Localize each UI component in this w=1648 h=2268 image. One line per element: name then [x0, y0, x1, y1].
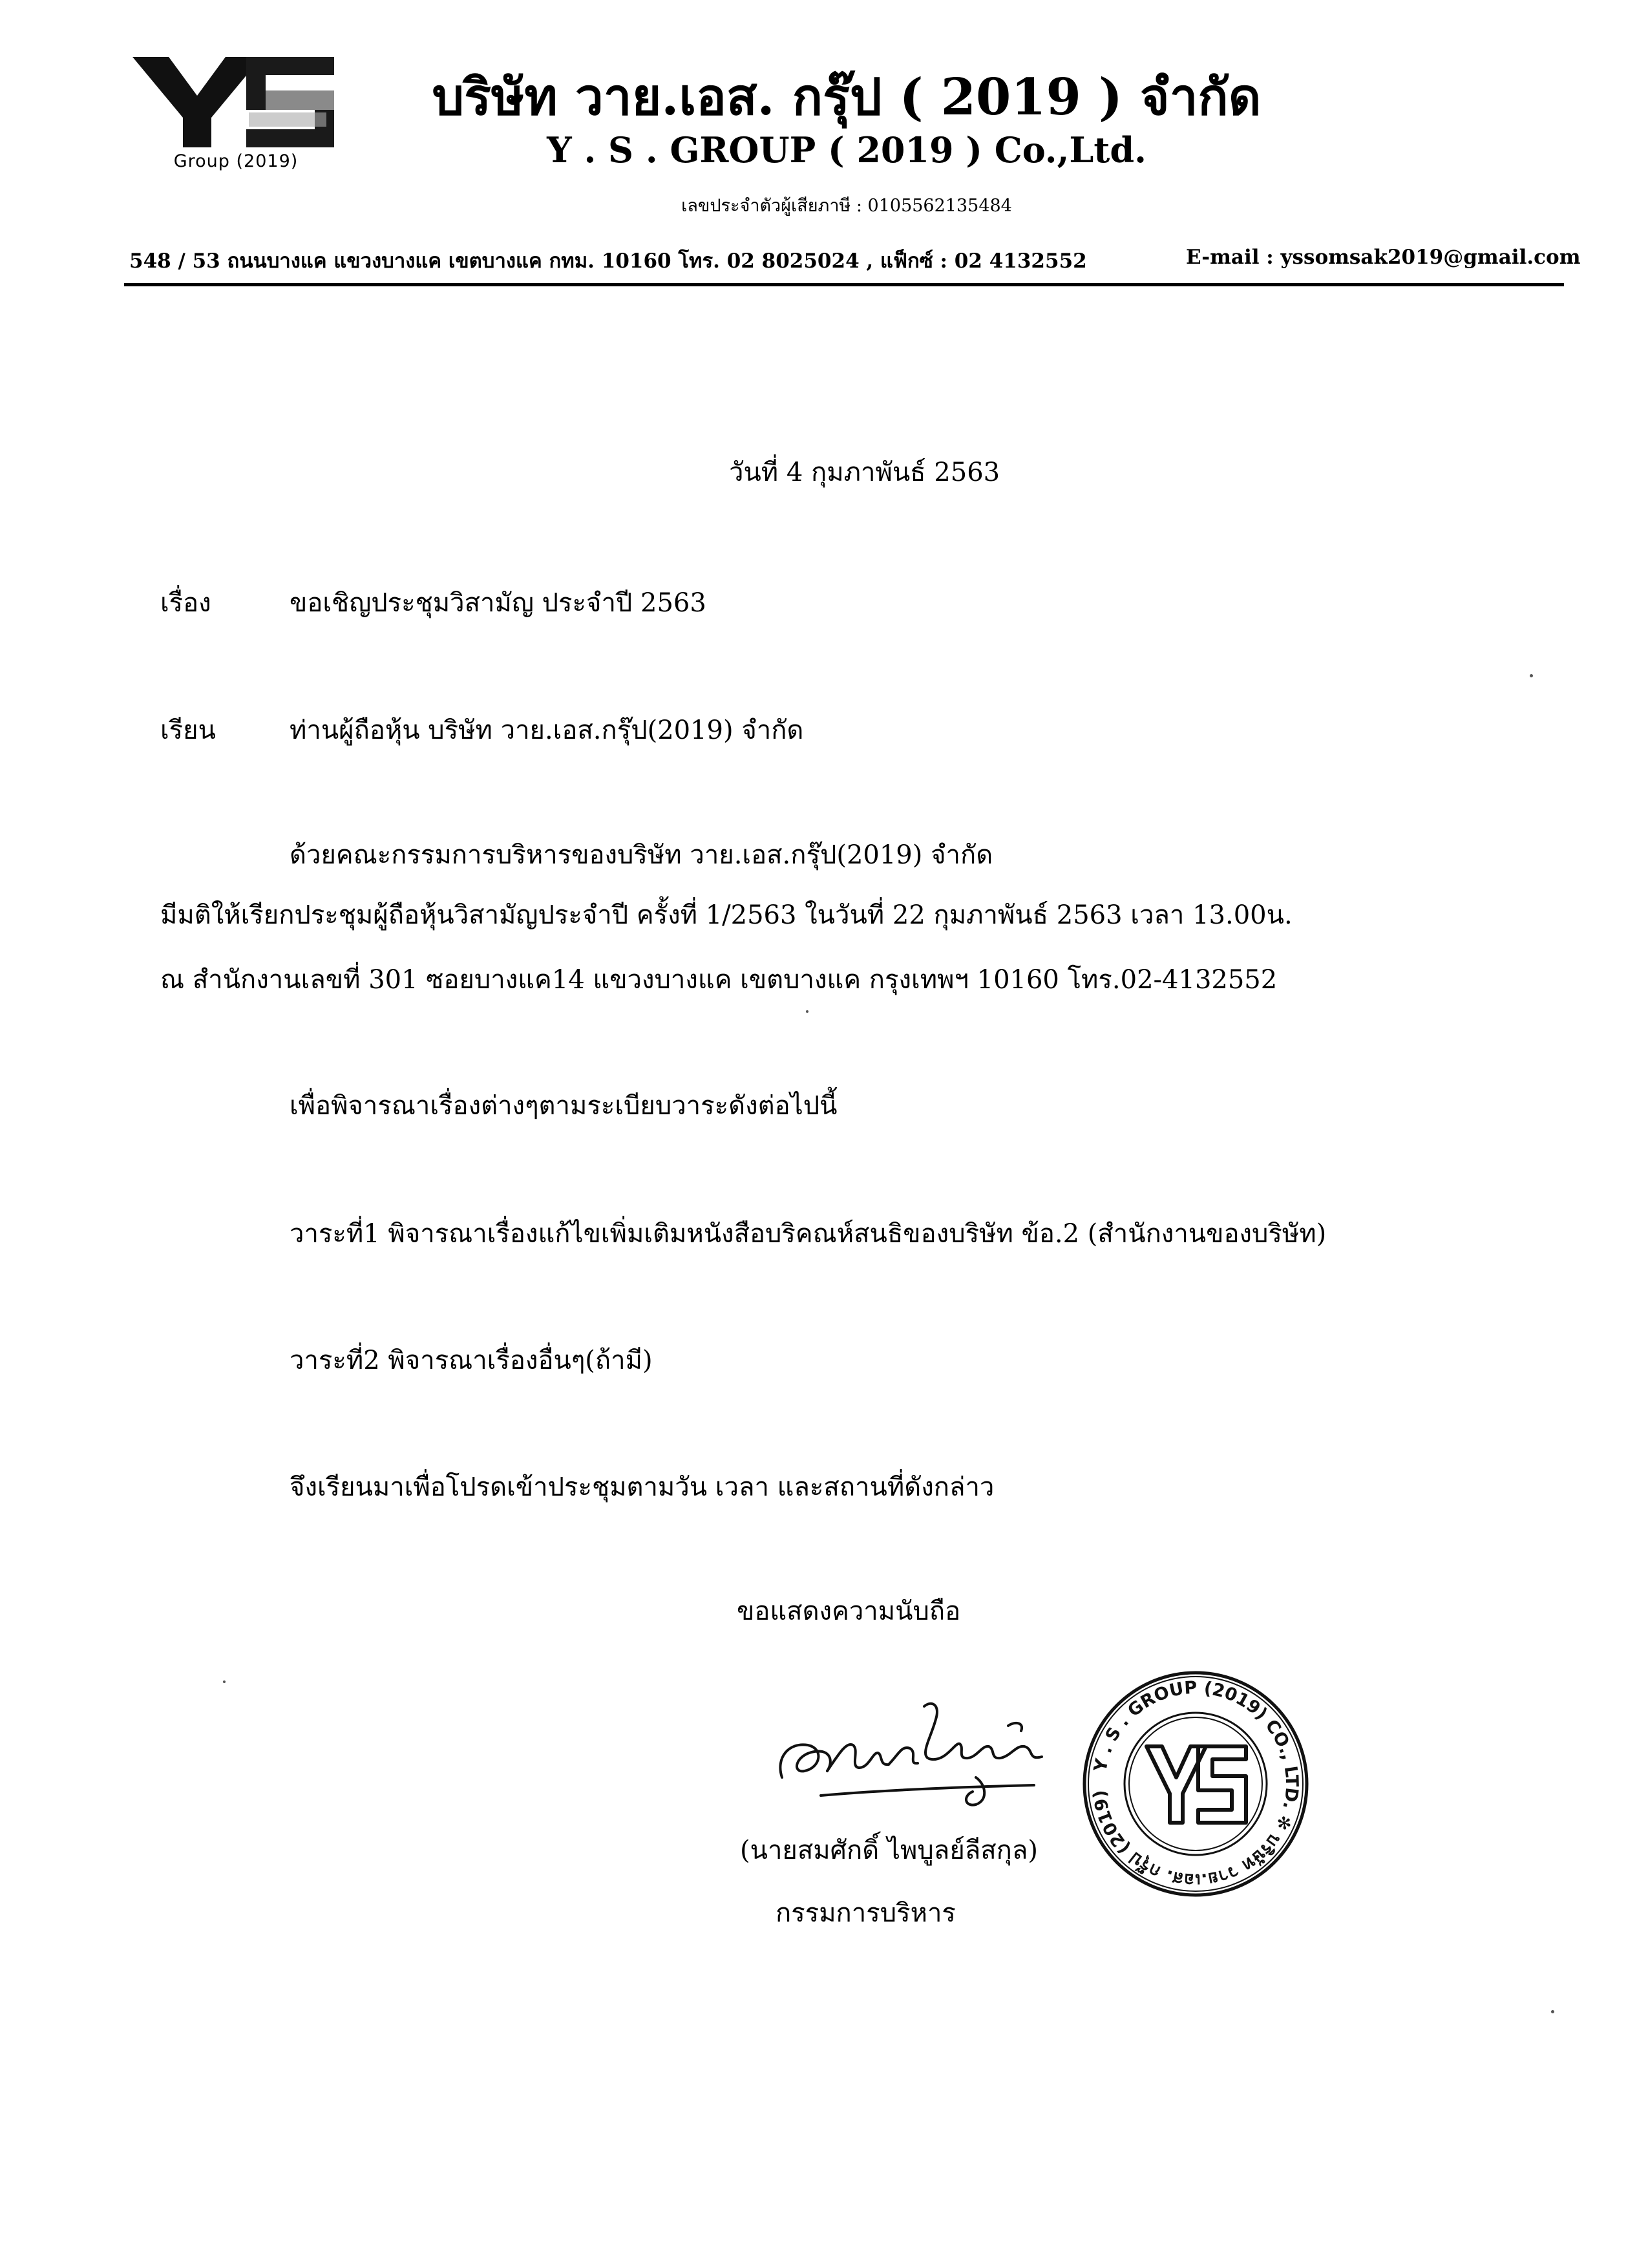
recipient-label: เรียน: [160, 715, 216, 745]
body-paragraph-3: ณ สำนักงานเลขที่ 301 ซอยบางแค14 แขวงบางแค เขตบางแค กรุงเทพฯ 10160 โทร.02-4132552: [160, 965, 1278, 995]
company-email: E-mail : yssomsak2019@gmail.com: [1186, 246, 1581, 269]
logo-caption: Group (2019): [173, 151, 299, 171]
subject-text: ขอเชิญประชุมวิสามัญ ประจำปี 2563: [290, 588, 706, 618]
recipient-text: ท่านผู้ถือหุ้น บริษัท วาย.เอส.กรุ๊ป(2019) จำกัด: [290, 715, 804, 745]
signer-name: (นายสมศักดิ์ ไพบูลย์ลีสกุล): [740, 1836, 1039, 1865]
scan-speck: [223, 1680, 226, 1683]
regards-line: ขอแสดงความนับถือ: [737, 1596, 961, 1626]
scan-speck: [806, 1010, 808, 1013]
handwritten-signature: [763, 1680, 1066, 1810]
company-address: 548 / 53 ถนนบางแค แขวงบางแค เขตบางแค กทม. 10160 โทร. 02 8025024 , แฟ็กซ์ : 02 4132552: [129, 249, 1087, 273]
closing-line: จึงเรียนมาเพื่อโปรดเข้าประชุมตามวัน เวลา และสถานที่ดังกล่าว: [290, 1472, 995, 1502]
letter-date: วันที่ 4 กุมภาพันธ์ 2563: [729, 458, 1000, 487]
ys-logo-mark: [132, 50, 339, 154]
company-name-english: Y . S . GROUP ( 2019 ) Co.,Ltd.: [547, 129, 1146, 171]
scan-speck: [1530, 674, 1533, 677]
scan-speck: [1551, 2010, 1554, 2013]
subject-label: เรื่อง: [160, 588, 211, 618]
agenda-item-1: วาระที่1 พิจารณาเรื่องแก้ไขเพิ่มเติมหนังสือบริคณห์สนธิของบริษัท ข้อ.2 (สำนักงานของบริษัท): [290, 1219, 1327, 1249]
seal-ring-text: Y . S . GROUP (2019) CO., LTD. ✻ บริษัท วาย.เอส. กรุ๊ป (2019): [1090, 1677, 1302, 1891]
signer-title: กรรมการบริหาร: [776, 1898, 956, 1928]
body-paragraph-4: เพื่อพิจารณาเรื่องต่างๆตามระเบียบวาระดังต่อไปนี้: [290, 1091, 838, 1121]
company-name-thai: บริษัท วาย.เอส. กรุ๊ป ( 2019 ) จำกัด: [432, 68, 1262, 127]
body-paragraph-1: ด้วยคณะกรรมการบริหารของบริษัท วาย.เอส.กรุ๊ป(2019) จำกัด: [290, 840, 993, 870]
company-seal-stamp: [1079, 1668, 1312, 1900]
tax-id: เลขประจำตัวผู้เสียภาษี : 0105562135484: [681, 196, 1012, 216]
body-paragraph-2: มีมติให้เรียกประชุมผู้ถือหุ้นวิสามัญประจำปี ครั้งที่ 1/2563 ในวันที่ 22 กุมภาพันธ์ 2563 เวลา 13.00น.: [160, 900, 1293, 930]
company-logo: [132, 50, 339, 176]
letterhead-divider: [124, 283, 1564, 286]
agenda-item-2: วาระที่2 พิจารณาเรื่องอื่นๆ(ถ้ามี): [290, 1346, 653, 1375]
